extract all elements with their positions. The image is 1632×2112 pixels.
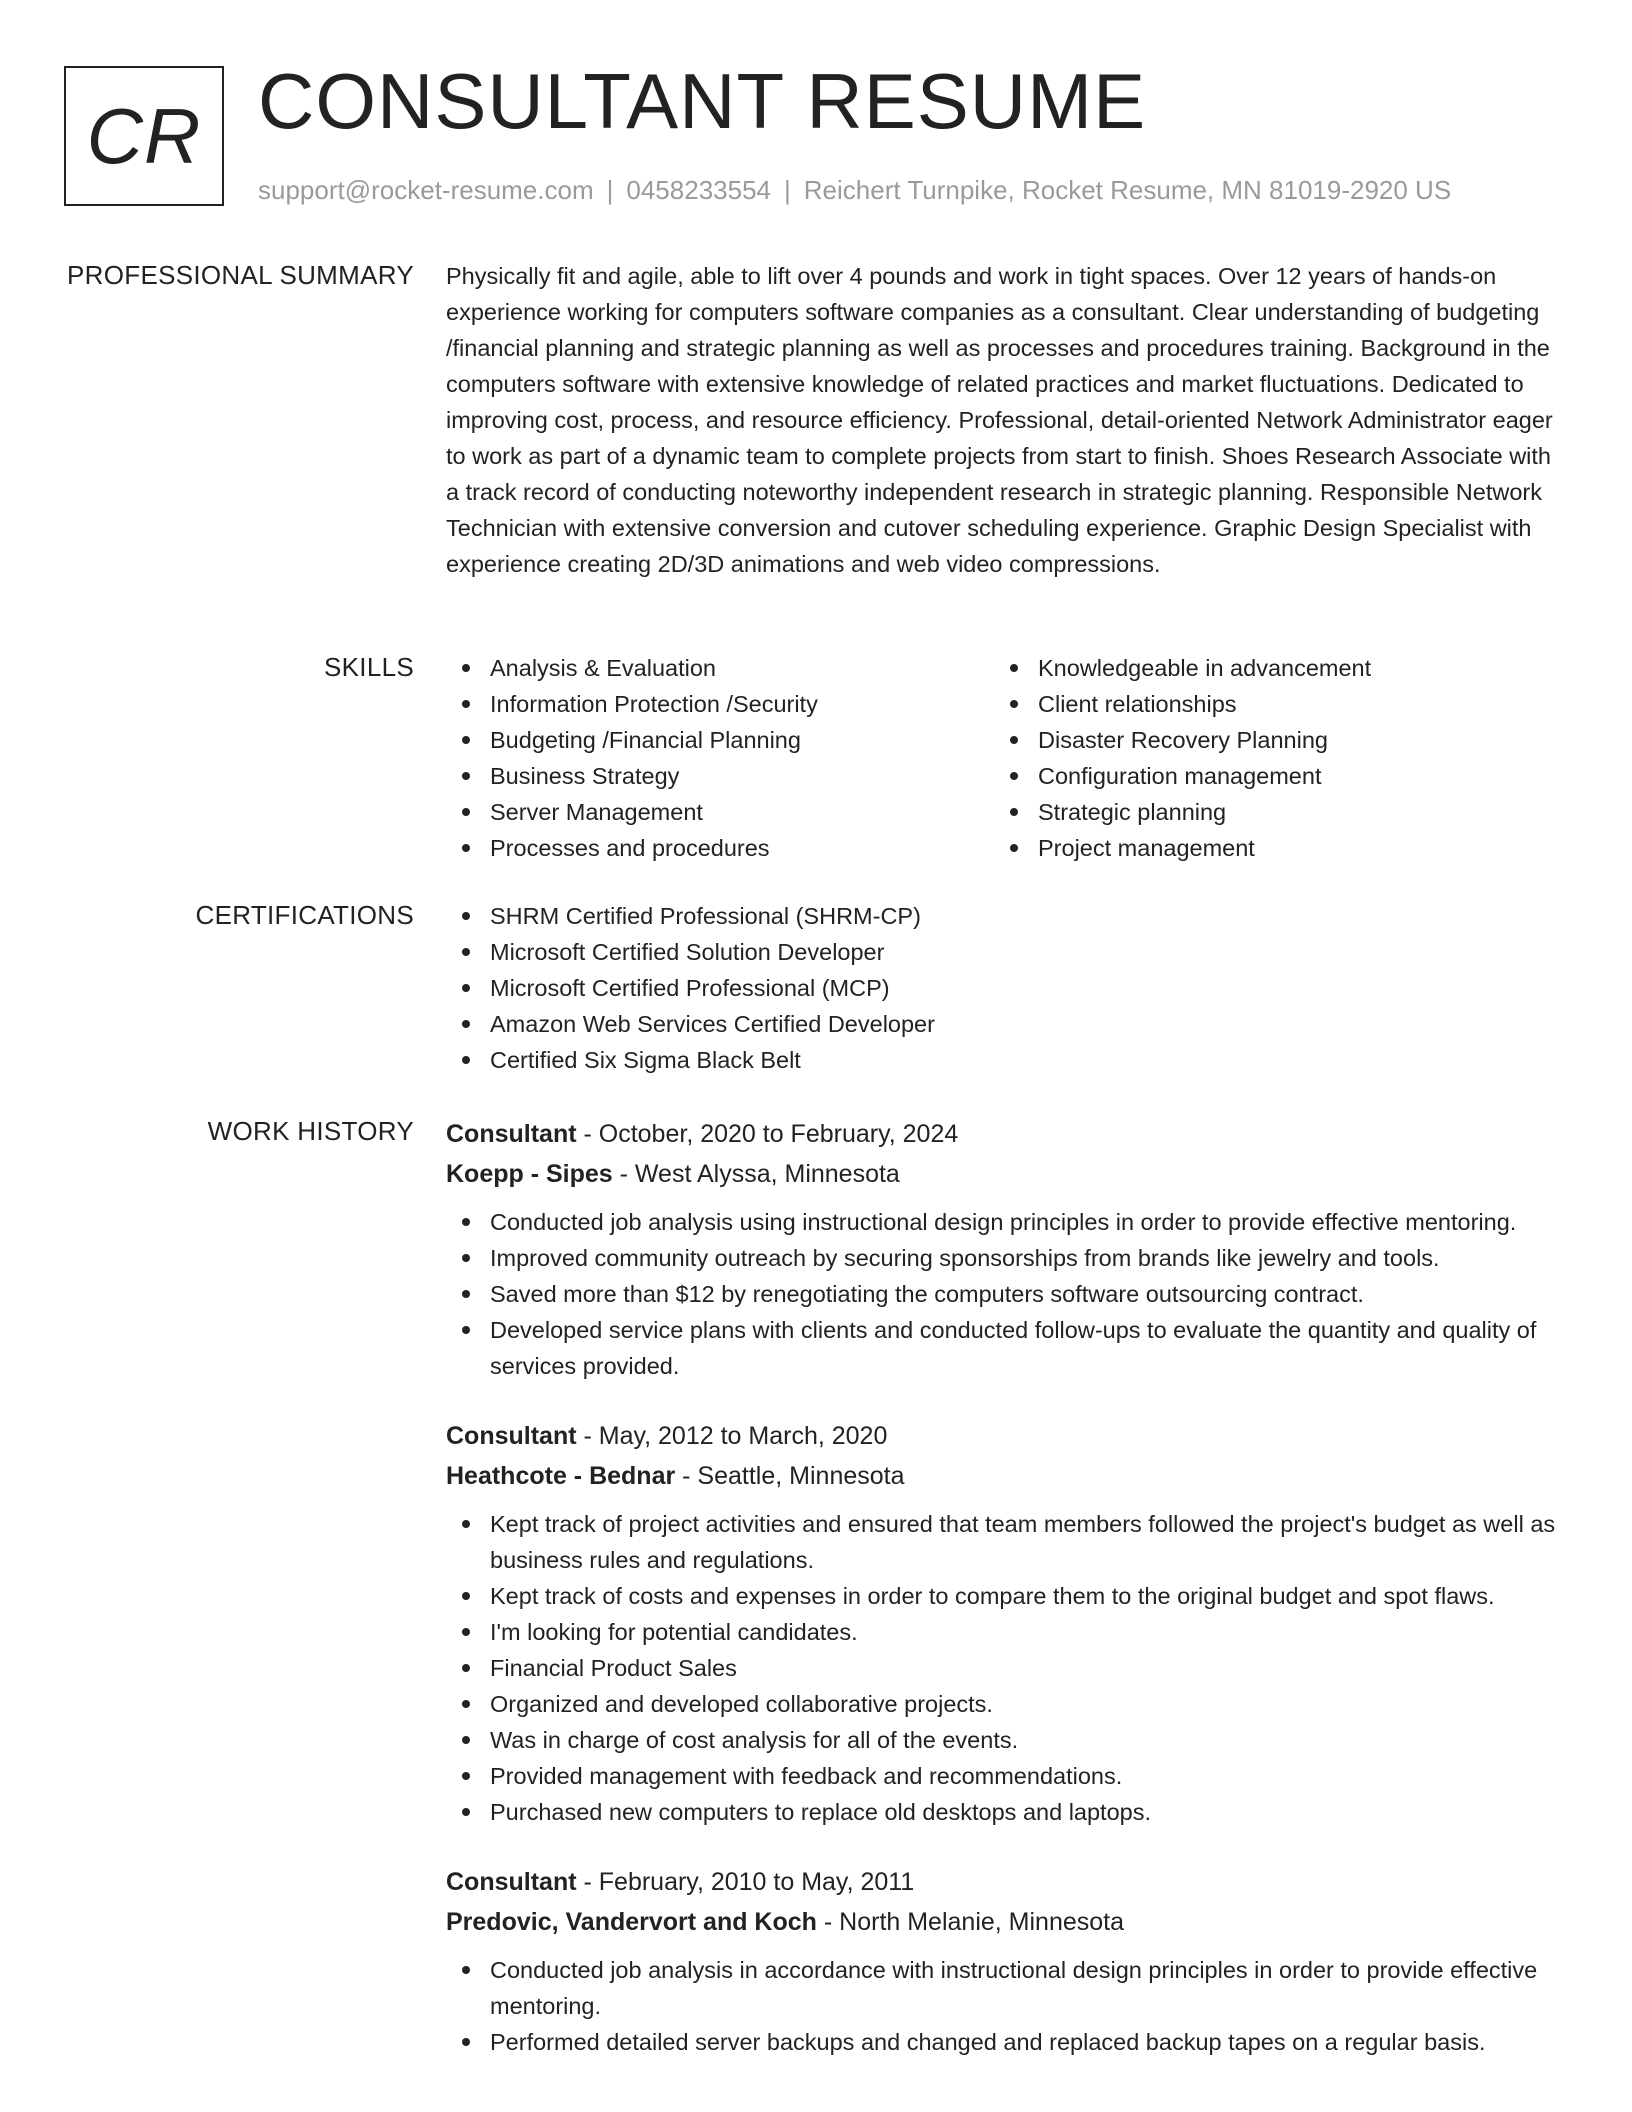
contact-line [258, 172, 1451, 208]
job-company: Koepp - Sipes [446, 1160, 613, 1188]
certifications-list [446, 898, 1562, 1078]
job-bullets [446, 1506, 1562, 1830]
job-bullet: Kept track of costs and expenses in order to compare them to the original budget and spot flaws. [446, 1578, 1562, 1614]
work-history-body [446, 1114, 1562, 2092]
job-bullet: Kept track of project activities and ensured that team members followed the project's budget as well as business rules and regulations. [446, 1506, 1562, 1578]
certification-item: Certified Six Sigma Black Belt [446, 1042, 1562, 1078]
job-title-line [446, 1416, 1562, 1456]
skills-body [446, 650, 1562, 866]
certification-item: Amazon Web Services Certified Developer [446, 1006, 1562, 1042]
job-bullet: Was in charge of cost analysis for all of the events. [446, 1722, 1562, 1758]
job-title: Consultant [446, 1868, 577, 1896]
job-title-line [446, 1114, 1562, 1154]
job-bullet: Developed service plans with clients and conducted follow-ups to evaluate the quantity and quality of services provided. [446, 1312, 1562, 1384]
skills-heading: SKILLS [324, 652, 414, 682]
job-location: - West Alyssa, Minnesota [612, 1160, 900, 1188]
work-history-heading: WORK HISTORY [207, 1116, 414, 1146]
job-entry [446, 1416, 1562, 1830]
job-entry [446, 1862, 1562, 2060]
job-bullet: Provided management with feedback and recommendations. [446, 1758, 1562, 1794]
job-bullet: I'm looking for potential candidates. [446, 1614, 1562, 1650]
certification-item: SHRM Certified Professional (SHRM-CP) [446, 898, 1562, 934]
skill-item: Strategic planning [994, 794, 1542, 830]
job-bullet: Improved community outreach by securing sponsorships from brands like jewelry and tools. [446, 1240, 1562, 1276]
certifications-body [446, 898, 1562, 1078]
contact-separator: | [784, 175, 791, 205]
job-company: Heathcote - Bednar [446, 1462, 676, 1490]
job-title: Consultant [446, 1422, 577, 1450]
contact-address: Reichert Turnpike, Rocket Resume, MN 81019-2920 US [803, 175, 1452, 205]
skill-item: Configuration management [994, 758, 1542, 794]
job-bullet: Organized and developed collaborative projects. [446, 1686, 1562, 1722]
summary-text: Physically fit and agile, able to lift over 4 pounds and work in tight spaces. Over 12 years of hands-on experience working for computers software companies as a consultant. Clear understanding of budgeting /financial planning and strategic planning as well as processes and procedures training. Background in the computers software with extensive knowledge of related practices and market fluctuations. Dedicated to improving cost, process, and resource efficiency. Professional, detail-oriented Network Administrator eager to work as part of a dynamic team to complete projects from start to finish. Shoes Research Associate with a track record of conducting noteworthy independent research in strategic planning. Responsible Network Technician with extensive conversion and cutover scheduling experience. Graphic Design Specialist with experience creating 2D/3D animations and web video compressions. [446, 263, 1553, 577]
certification-item: Microsoft Certified Professional (MCP) [446, 970, 1562, 1006]
job-bullet: Purchased new computers to replace old desktops and laptops. [446, 1794, 1562, 1830]
skill-item: Server Management [446, 794, 994, 830]
job-company-line [446, 1154, 1562, 1194]
job-title-line [446, 1862, 1562, 1902]
job-entry [446, 1114, 1562, 1384]
job-bullet: Performed detailed server backups and changed and replaced backup tapes on a regular basis. [446, 2024, 1562, 2060]
job-company-line [446, 1456, 1562, 1496]
skill-item: Budgeting /Financial Planning [446, 722, 994, 758]
skills-list-right [994, 650, 1542, 866]
job-bullet: Saved more than $12 by renegotiating the computers software outsourcing contract. [446, 1276, 1562, 1312]
job-bullet: Conducted job analysis in accordance with instructional design principles in order to provide effective mentoring. [446, 1952, 1562, 2024]
job-bullets [446, 1204, 1562, 1384]
summary-heading: PROFESSIONAL SUMMARY [67, 260, 414, 290]
contact-separator: | [606, 175, 614, 205]
skill-item: Analysis & Evaluation [446, 650, 994, 686]
summary-body [446, 258, 1562, 582]
skill-item: Client relationships [994, 686, 1542, 722]
certification-item: Microsoft Certified Solution Developer [446, 934, 1562, 970]
skill-item: Knowledgeable in advancement [994, 650, 1542, 686]
job-bullets [446, 1952, 1562, 2060]
monogram-logo: CR [64, 66, 224, 206]
skills-grid [446, 650, 1562, 866]
job-company-line [446, 1902, 1562, 1942]
skill-item: Business Strategy [446, 758, 994, 794]
skill-item: Project management [994, 830, 1542, 866]
contact-phone[interactable]: 0458233554 [626, 175, 771, 205]
job-bullet: Conducted job analysis using instructional design principles in order to provide effective mentoring. [446, 1204, 1562, 1240]
job-location: - North Melanie, Minnesota [816, 1908, 1125, 1936]
job-company: Predovic, Vandervort and Koch [446, 1908, 817, 1936]
job-dates: - February, 2010 to May, 2011 [576, 1868, 915, 1896]
job-bullet: Financial Product Sales [446, 1650, 1562, 1686]
contact-email[interactable]: support@rocket-resume.com [258, 175, 594, 205]
job-title: Consultant [446, 1120, 577, 1148]
skills-list-left [446, 650, 994, 866]
skill-item: Processes and procedures [446, 830, 994, 866]
job-dates: - October, 2020 to February, 2024 [576, 1120, 959, 1148]
skill-item: Disaster Recovery Planning [994, 722, 1542, 758]
resume-title: CONSULTANT RESUME [258, 57, 1147, 145]
job-location: - Seattle, Minnesota [675, 1462, 905, 1490]
skill-item: Information Protection /Security [446, 686, 994, 722]
certifications-heading: CERTIFICATIONS [195, 900, 414, 930]
job-dates: - May, 2012 to March, 2020 [576, 1422, 888, 1450]
